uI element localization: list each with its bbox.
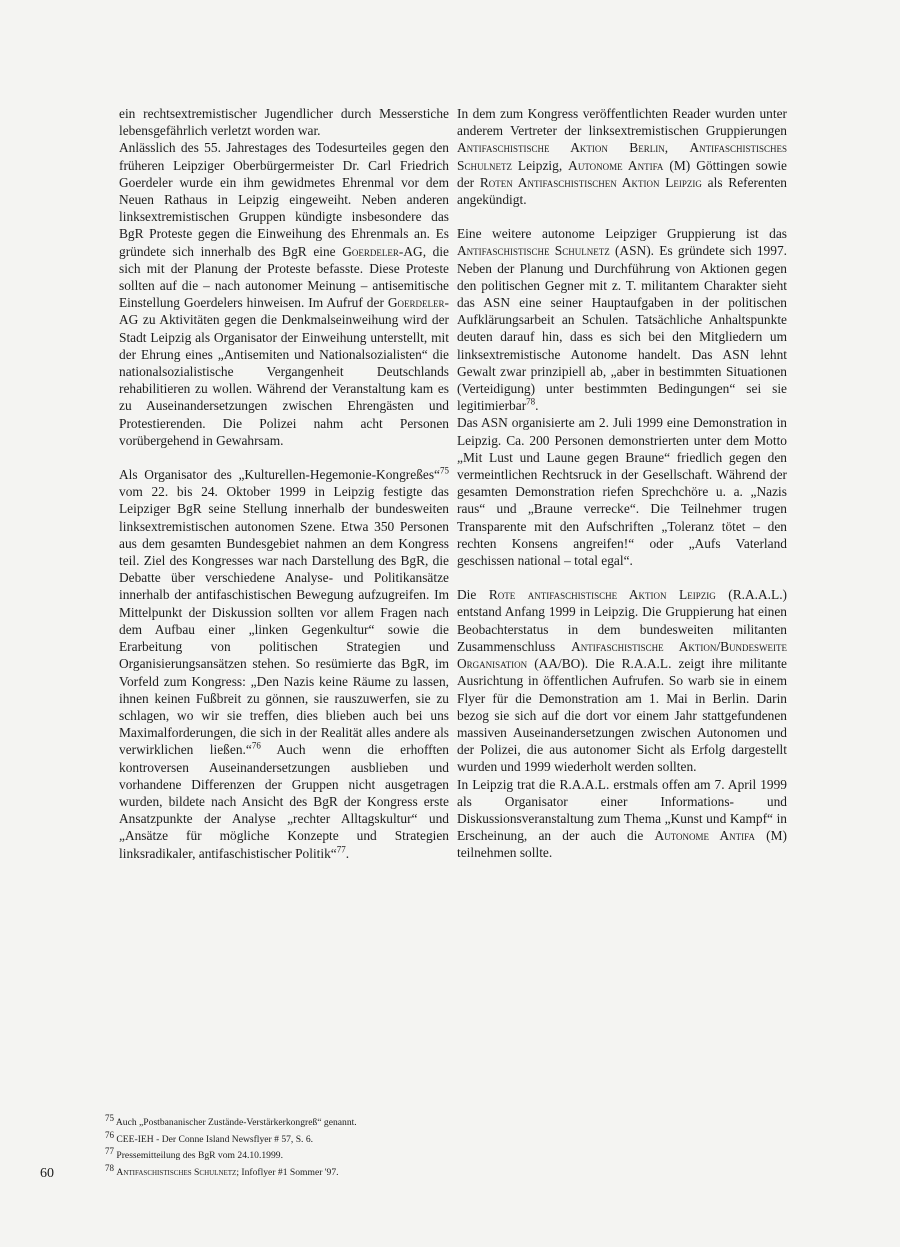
paragraph: In dem zum Kongress veröffentlichten Reader wurden unter anderem Vertreter der linksextremistischen Gruppierungen Antifaschistische Aktion Berlin, Antifaschistisches Schulnetz Leipzig, Autonome Antifa (M) Göttingen sowie der Roten Antifaschistischen Aktion Leipzig als Referenten angekündigt. (457, 106, 788, 208)
paragraph: Die Rote antifaschistische Aktion Leipzig (R.A.A.L.) entstand Anfang 1999 in Leipzig. Die Gruppierung hat einen Beobachterstatus in dem bundesweiten militanten Zusammenschluss Antifaschistische Aktion/Bundesweite Organisation (AA/BO). Die R.A.A.L. zeigt ihre militante Ausrichtung in öffentlichen Aufrufen. So warb sie in einem Flyer für die Demonstration am 1. Mai in Berlin. Darin bezog sie sich auf die dort vor einem Jahr stattgefundenen massiven Auseinandersetzungen zwischen Autonomen und der Polizei, die aus autonomer Sicht als Erfolg dargestellt wurden und 1999 wiederholt werden sollten. (457, 587, 787, 775)
paragraph: ein rechtsextremistischer Jugendlicher durch Messerstiche lebensgefährlich verletzt worden war. (119, 106, 449, 139)
left-column (119, 105, 449, 862)
page-number: 60 (40, 1166, 54, 1181)
footnote-ref[interactable]: 78 (526, 396, 536, 407)
footnote: $^{77}$ Pressemitteilung des BgR vom 24.10.1999. (105, 1146, 283, 1162)
footnote: $^{78}$ Antifaschistisches Schulnetz; Infoflyer #1 Sommer '97. (105, 1162, 339, 1178)
paragraph: Das ASN organisierte am 2. Juli 1999 eine Demonstration in Leipzig. Ca. 200 Personen demonstrierten unter dem Motto „Mit Lust und Laune gegen Braune“ friedlich gegen den vermeintlichen Rechtsruck in der Gesellschaft. Während der gesamten Demonstration riefen Sprechchöre u. a. „Nazis raus“ und „Braune verrecke“. Die Teilnehmer trugen Transparente mit den Aufschriften „Toleranz tötet – den rechten Konsens angreifen!“ oder „Aufs Vaterland geschissen national – total egal“. (457, 415, 787, 569)
footnotes (105, 1112, 625, 1181)
footnote: $^{75}$ Auch „Postbananischer Zustände-Verstärkerkongreß“ genannt. (105, 1112, 357, 1128)
paragraph: Als Organisator des „Kulturellen-Hegemonie-Kongreßes“$^{75}$ vom 22. bis 24. Oktober 1999 in Leipzig festigte das Leipziger BgR seine Stellung innerhalb der bundesweiten linksextremistischen autonomen Szene. Etwa 350 Personen aus dem gesamten Bundesgebiet nahmen an dem Kongress teil. Ziel des Kongresses war nach Darstellung des BgR, die Debatte über verschiedene Analyse- und Politikansätze innerhalb der antifaschistischen Bewegung aufzugreifen. Im Mittelpunkt der Diskussion sollten vor allem Fragen nach dem Aufbau einer „linken Gegenkultur“ sowie die Erarbeitung von politischen Strategien und Organisierungsansätzen stehen. So resümierte das BgR, im Vorfeld zum Kongress: „Den Nazis keine Räume zu lassen, ihnen keinen Fußbreit zu gönnen, sie rauszuwerfen, sie zu schlagen, wo wir sie treffen, dies blieben auch bei uns Maximalforderungen, die sich in der Realität alles andere als verwirklichen ließen.“$^{76}$ Auch wenn die erhofften kontroversen Auseinandersetzungen ausblieben und vorhandene Differenzen der Gruppen nicht ausgetragen wurden, bildete nach Ansicht des BgR der Kongress erste Ansatzpunkte der Analyse „rechter Alltagskultur“ und „Ansätze für mögliche Konzepte und Strategien linksradikaler, antifaschistischer Politik“$^{77}$. (119, 465, 449, 861)
paragraph: In Leipzig trat die R.A.A.L. erstmals offen am 7. April 1999 als Organisator einer Informations- und Diskussionsveranstaltung zum Thema „Kunst und Kampf“ in Erscheinung, an der auch die Autonome Antifa (M) teilnehmen sollte. (457, 776, 787, 861)
footnote-ref[interactable]: 76 (251, 740, 261, 751)
paragraph: Eine weitere autonome Leipziger Gruppierung ist das Antifaschistische Schulnetz (ASN). Es gründete sich 1997. Neben der Planung und Durchführung von Aktionen gegen den politischen Gegner mit z. T. militantem Charakter sieht das ASN eine seiner Hauptaufgaben in der politischen Aufklärungsarbeit an Schulen. Tatsächliche Anhaltspunkte deuten darauf hin, dass es sich bei den Mitgliedern um linksextremistische Autonome handelt. Das ASN lehnt Gewalt zwar prinzipiell ab, „aber in bestimmten Situationen (Verteidigung) unter bestimmten Bedingungen“ sei sie legitimierbar$^{78}$. (457, 226, 787, 414)
footnote-ref[interactable]: 77 (336, 844, 346, 855)
footnote: $^{76}$ CEE-IEH - Der Conne Island Newsflyer # 57, S. 6. (105, 1129, 314, 1145)
footnote-ref[interactable]: 75 (440, 465, 449, 476)
paragraph: Anlässlich des 55. Jahrestages des Todesurteiles gegen den früheren Leipziger Oberbürgermeister Dr. Carl Friedrich Goerdeler wurde ein ihm gewidmetes Ehrenmal vor dem Neuen Rathaus in Leipzig eingeweiht. Neben anderen linksextremistischen Gruppen kündigte insbesondere das BgR Proteste gegen die Einweihung des Ehrenmals an. Es gründete sich innerhalb des BgR eine Goerdeler-AG, die sich mit der Planung der Proteste befasste. Diese Proteste sollten auf die – nach autonomer Meinung – antisemitische Einstellung Goerdelers hinweisen. Im Aufruf der Goerdeler-AG zu Aktivitäten gegen die Denkmalseinweihung wird der Stadt Leipzig als Organisator der Einweihung unterstellt, mit der Ehrung eines „Antisemiten und Nationalsozialisten“ die nationalsozialistische Vergangenheit Deutschlands rehabilitieren zu wollen. Während der Veranstaltung kam es zu Auseinandersetzungen zwischen Ehrengästen und Protestierenden. Die Polizei nahm acht Personen vorübergehend in Gewahrsam. (119, 140, 449, 448)
right-column (457, 105, 787, 862)
